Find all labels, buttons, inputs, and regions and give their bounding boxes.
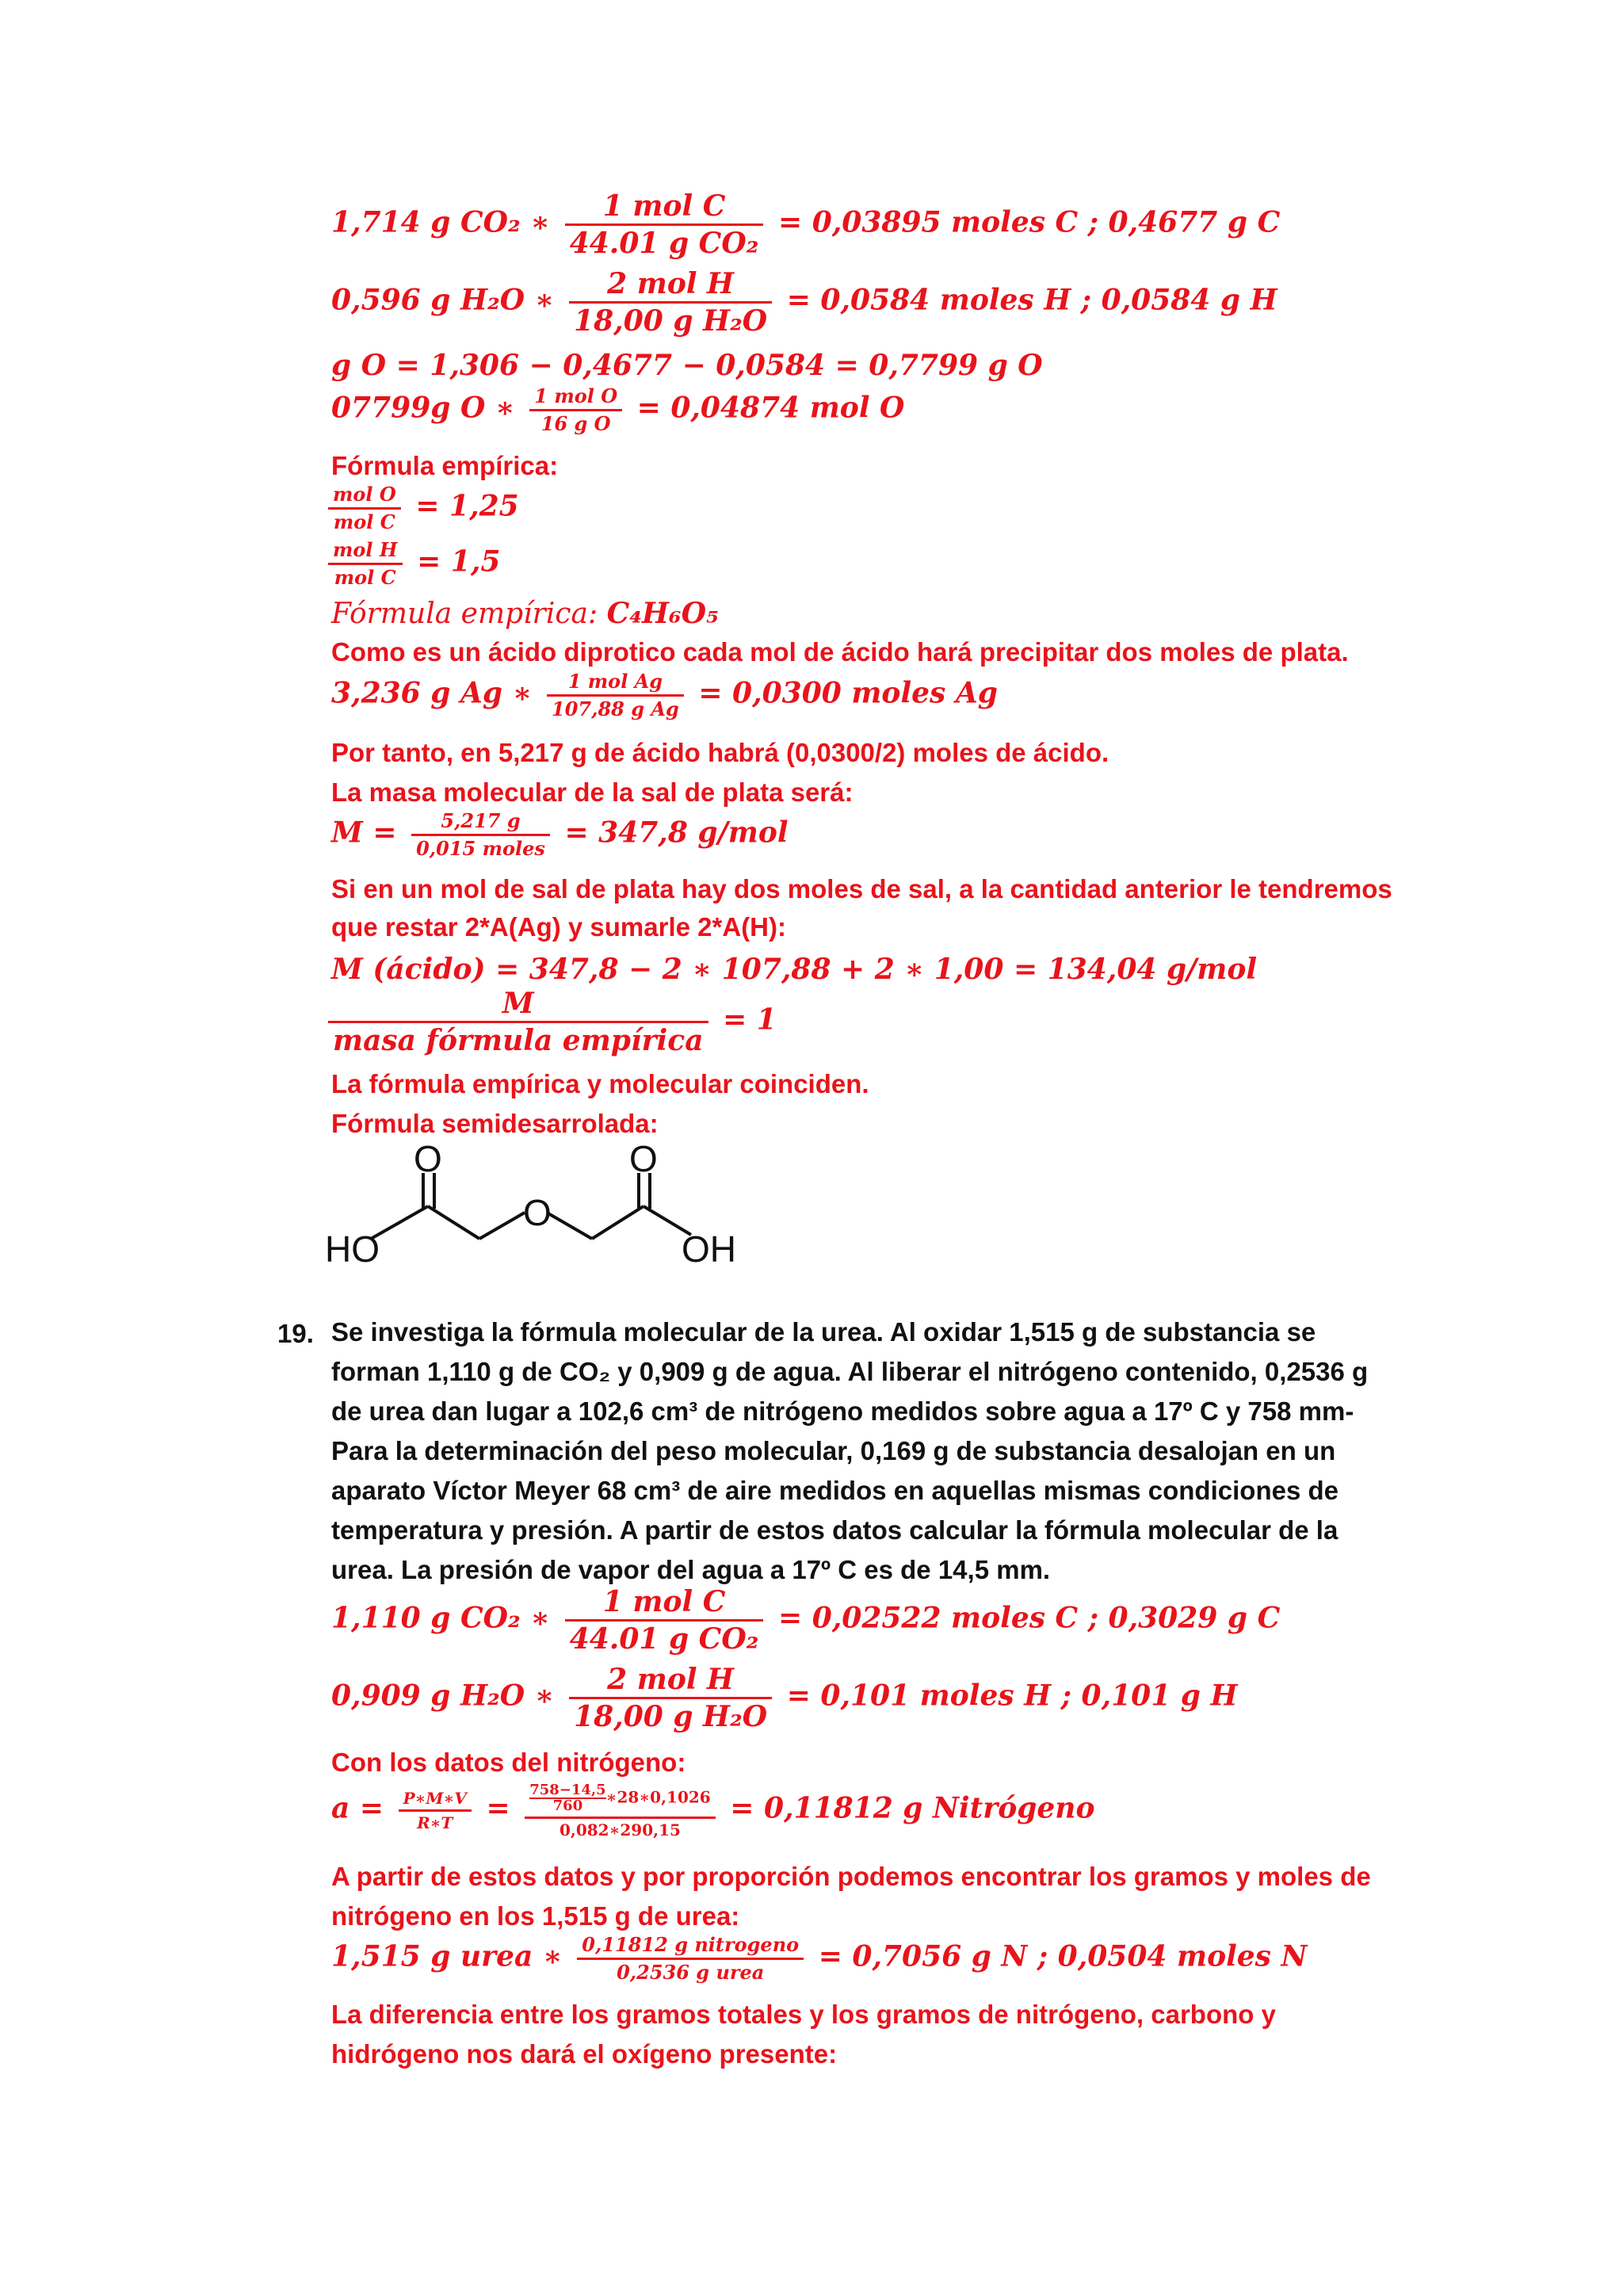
equation-urea-co2 [331,1585,1281,1656]
eq-result: = 0,0300 moles Ag [698,676,998,710]
fraction-numerator: 1 mol O [529,387,622,411]
problem-statement: Se investiga la fórmula molecular de la urea. Al oxidar 1,515 g de substancia se forman 1,110 g de CO₂ y 0,909 g de agua. Al liberar el nitrógeno contenido, 0,2536 g de urea dan lugar a 102,6 cm³ de nitrógeno medidos sobre agua a 17º C y 758 mm- Para la determinación del peso molecular, 0,169 g de substancia desalojan en un aparato Víctor Meyer 68 cm³ de aire medidos en aquellas mismas condiciones de temperatura y presión. A partir de estos datos calcular la fórmula molecular de la urea. La presión de vapor del agua a 17º C es de 14,5 mm. [331,1317,1369,1584]
fraction-denominator: 18,00 g H₂O [574,1700,768,1733]
text-moles-acid: Por tanto, en 5,217 g de ácido habrá (0,0300/2) moles de ácido. [331,738,1109,767]
inner-numerator: 758−14,5 [529,1782,606,1798]
equation-acid-mass: M (ácido) = 347,8 − 2 ∗ 107,88 + 2 ∗ 1,00 = 134,04 g/mol [331,953,1258,986]
eq-result: = 1,25 [415,489,519,523]
text-silver-salt-2: que restar 2*A(Ag) y sumarle 2*A(H): [331,912,786,942]
fraction-denominator: 44.01 g CO₂ [569,1622,759,1656]
fraction-numerator: 0,11812 g nitrogeno [577,1935,804,1960]
equation-nitrogen-mass [331,1783,1094,1838]
text-diprotic: Como es un ácido diprotico cada mol de ácido hará precipitar dos moles de plata. [331,637,1349,667]
fraction-numerator: mol H [328,541,403,565]
text-difference-2: hidrógeno nos dará el oxígeno presente: [331,2039,838,2069]
fraction-denominator: 0,2536 g urea [617,1961,765,1984]
fraction-denominator: mol C [334,566,396,589]
fraction-numerator: 2 mol H [569,1665,772,1699]
numerator-rest: ∗28∗0,1026 [605,1787,711,1807]
eq-sign: = [486,1791,510,1825]
eq-term: 0,909 g H₂O ∗ [331,1679,555,1713]
text-proportion-1: A partir de estos datos y por proporción podemos encontrar los gramos y moles de [331,1862,1371,1891]
fraction-denominator: 107,88 g Ag [552,697,679,720]
eq-term: 1,515 g urea ∗ [331,1939,563,1973]
eq-term: 3,236 g Ag ∗ [331,676,533,710]
fraction-numerator: 1 mol C [565,1587,764,1622]
text-silver-salt-1: Si en un mol de sal de plata hay dos moles de sal, a la cantidad anterior le tendremos [331,874,1392,904]
ratio-h-c [328,538,501,589]
eq-term: 07799g O ∗ [331,391,515,425]
text-formulas-coincide: La fórmula empírica y molecular coinciden. [331,1069,869,1098]
eq-term: 1,110 g CO₂ ∗ [331,1601,551,1635]
eq-result: = 0,7056 g N ; 0,0504 moles N [818,1939,1308,1973]
eq-result: = 0,03895 moles C ; 0,4677 g C [778,205,1281,239]
hydroxyl-left: HO [325,1228,380,1270]
fraction-numerator: 1 mol Ag [547,672,684,697]
equation-h2o-moles-h [331,267,1277,338]
fraction-numerator: 2 mol H [569,269,772,304]
structural-formula-diagram [325,1141,753,1284]
text-molecular-mass: La masa molecular de la sal de plata será: [331,777,854,807]
eq-result: = 1 [723,1003,777,1037]
equation-molar-mass-salt [331,809,789,860]
equation-grams-oxygen: g O = 1,306 − 0,4677 − 0,0584 = 0,7799 g O [331,349,1043,382]
equation-moles-silver [331,672,998,719]
equation-nitrogen-in-urea [331,1935,1307,1982]
equation-moles-oxygen [331,384,905,435]
oxygen-atom-ether: O [523,1192,552,1233]
fraction-denominator: 18,00 g H₂O [574,304,768,338]
problem-number: 19. [277,1319,314,1348]
fraction-numerator: M [328,989,708,1023]
fraction-numerator: 5,217 g [411,812,550,836]
eq-result: = 0,04874 mol O [636,391,905,425]
fraction-denominator: 44.01 g CO₂ [569,227,759,260]
equation-urea-h2o [331,1665,1238,1731]
fraction-denominator: 0,015 moles [416,837,545,860]
fraction-denominator: 16 g O [540,412,611,435]
fraction-denominator: 0,082∗290,15 [559,1820,681,1839]
oxygen-atom-1: O [414,1141,442,1179]
equation-mass-ratio [328,989,777,1055]
inner-denominator: 760 [552,1797,583,1814]
eq-result: = 347,8 g/mol [564,816,789,850]
fraction-denominator: mol C [333,510,395,533]
eq-result: = 0,0584 moles H ; 0,0584 g H [786,283,1277,317]
hydroxyl-right: OH [682,1228,736,1270]
eq-term: M = [331,816,397,850]
fraction-numerator: mol O [328,485,401,510]
eq-term: 1,714 g CO₂ ∗ [331,205,551,239]
eq-term: a = [331,1791,384,1825]
text-proportion-2: nitrógeno en los 1,515 g de urea: [331,1901,740,1931]
fraction-numerator: P∗M∗V [399,1790,472,1812]
empirical-label: Fórmula empírica: [331,598,598,630]
text-difference-1: La diferencia entre los gramos totales y los gramos de nitrógeno, carbono y [331,2000,1276,2029]
fraction-numerator [525,1783,716,1819]
fraction-numerator: 1 mol C [565,192,764,226]
fraction-denominator: masa fórmula empírica [333,1024,704,1057]
eq-term: 0,596 g H₂O ∗ [331,283,555,317]
text-nitrogen-data: Con los datos del nitrógeno: [331,1748,686,1777]
eq-result: = 0,02522 moles C ; 0,3029 g C [778,1601,1281,1635]
ratio-o-c [328,485,519,532]
empirical-formula: C₄H₆O₅ [606,597,719,630]
oxygen-atom-2: O [629,1141,658,1179]
fraction-denominator: R∗T [417,1813,453,1832]
eq-result: = 0,11812 g Nitrógeno [730,1791,1095,1825]
eq-result: = 0,101 moles H ; 0,101 g H [786,1679,1238,1713]
heading-semi-developed: Fórmula semidesarrolada: [331,1109,659,1138]
eq-result: = 1,5 [417,544,501,579]
empirical-formula-result [331,599,719,628]
heading-empirical-formula: Fórmula empírica: [331,451,559,480]
equation-co2-moles-c [331,189,1281,260]
